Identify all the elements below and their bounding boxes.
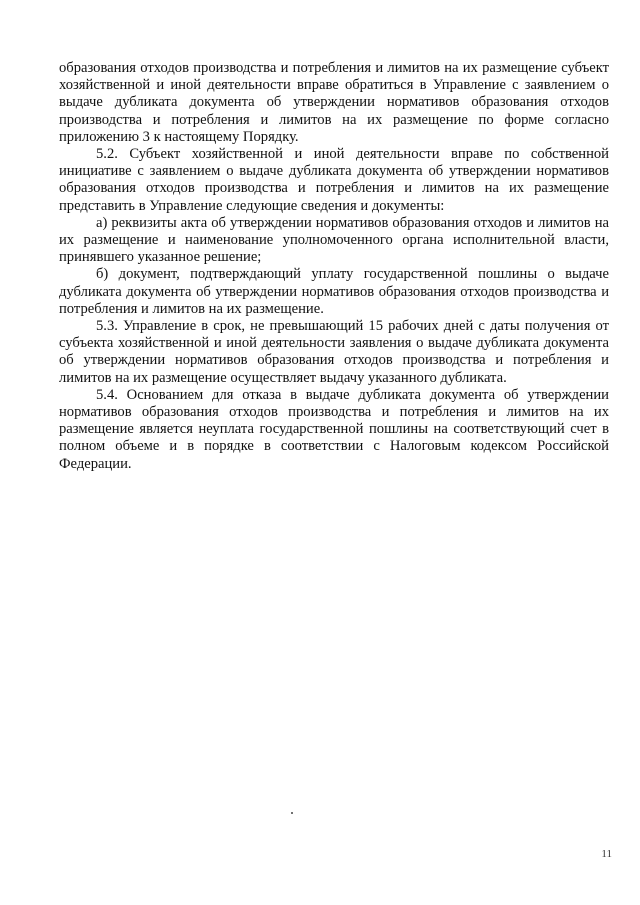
page-number: 11: [601, 848, 612, 860]
paragraph-5-2-a: а) реквизиты акта об утверждении нормативов образования отходов и лимитов на их размещение и наименование уполномоченного органа исполнительной власти, принявшего указанное решение;: [59, 214, 609, 266]
paragraph-5-2: 5.2. Субъект хозяйственной и иной деятельности вправе по собственной инициативе с заявлением о выдаче дубликата документа об утверждении нормативов образования отходов производства и потребления и лимитов на их размещение представить в Управление следующие сведения и документы:: [59, 146, 609, 214]
paragraph-5-3: 5.3. Управление в срок, не превышающий 15 рабочих дней с даты получения от субъекта хозяйственной и иной деятельности заявления о выдаче дубликата документа об утверждении нормативов образования отходов производства и потребления и лимитов на их размещение осуществляет выдачу указанного дубликата.: [59, 318, 609, 386]
document-body: [59, 60, 609, 473]
paragraph-5-4: 5.4. Основанием для отказа в выдаче дубликата документа об утверждении нормативов образования отходов производства и потребления и лимитов на их размещение является неуплата государственной пошлины на соответствующий счет в полном объеме и в порядке в соответствии с Налоговым кодексом Российской Федерации.: [59, 386, 609, 472]
paragraph-5-2-b: б) документ, подтверждающий уплату государственной пошлины о выдаче дубликата документа об утверждении нормативов образования отходов производства и потребления и лимитов на их размещение.: [59, 266, 609, 317]
paragraph-continuation: образования отходов производства и потребления и лимитов на их размещение субъект хозяйственной и иной деятельности вправе обратиться в Управление с заявлением о выдаче дубликата документа об утверждении нормативов образования отходов производства и потребления и лимитов на их размещение по форме согласно приложению 3 к настоящему Порядку.: [59, 60, 609, 145]
stray-dot: [291, 812, 293, 814]
